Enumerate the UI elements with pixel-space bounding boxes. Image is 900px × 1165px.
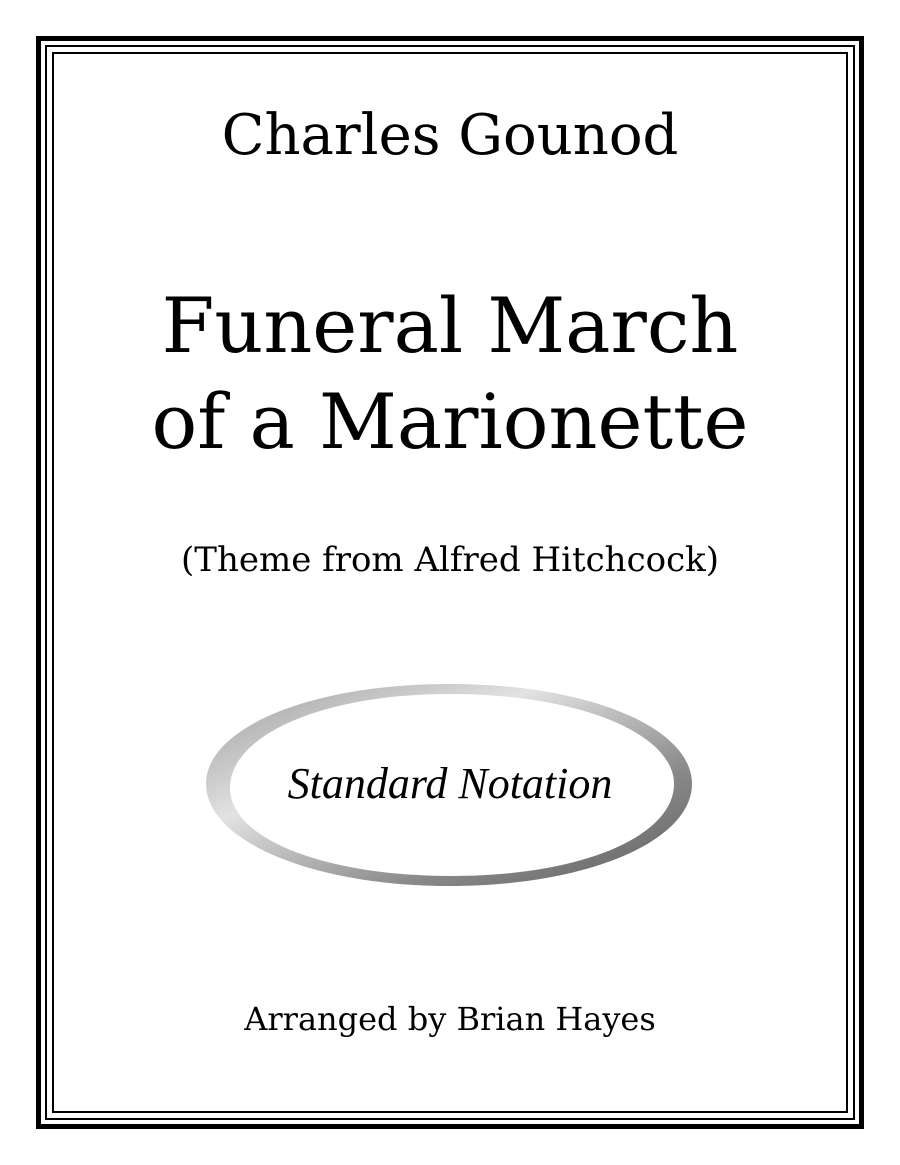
page-border-inner	[52, 52, 848, 1113]
title-line-1: Funeral March	[161, 281, 739, 370]
piece-subtitle: (Theme from Alfred Hitchcock)	[181, 540, 719, 580]
arranger-credit: Arranged by Brian Hayes	[244, 1000, 656, 1038]
title-line-2: of a Marionette	[151, 377, 749, 466]
edition-label: Standard Notation	[287, 759, 613, 808]
piece-title	[0, 278, 900, 470]
composer-name: Charles Gounod	[221, 103, 679, 168]
